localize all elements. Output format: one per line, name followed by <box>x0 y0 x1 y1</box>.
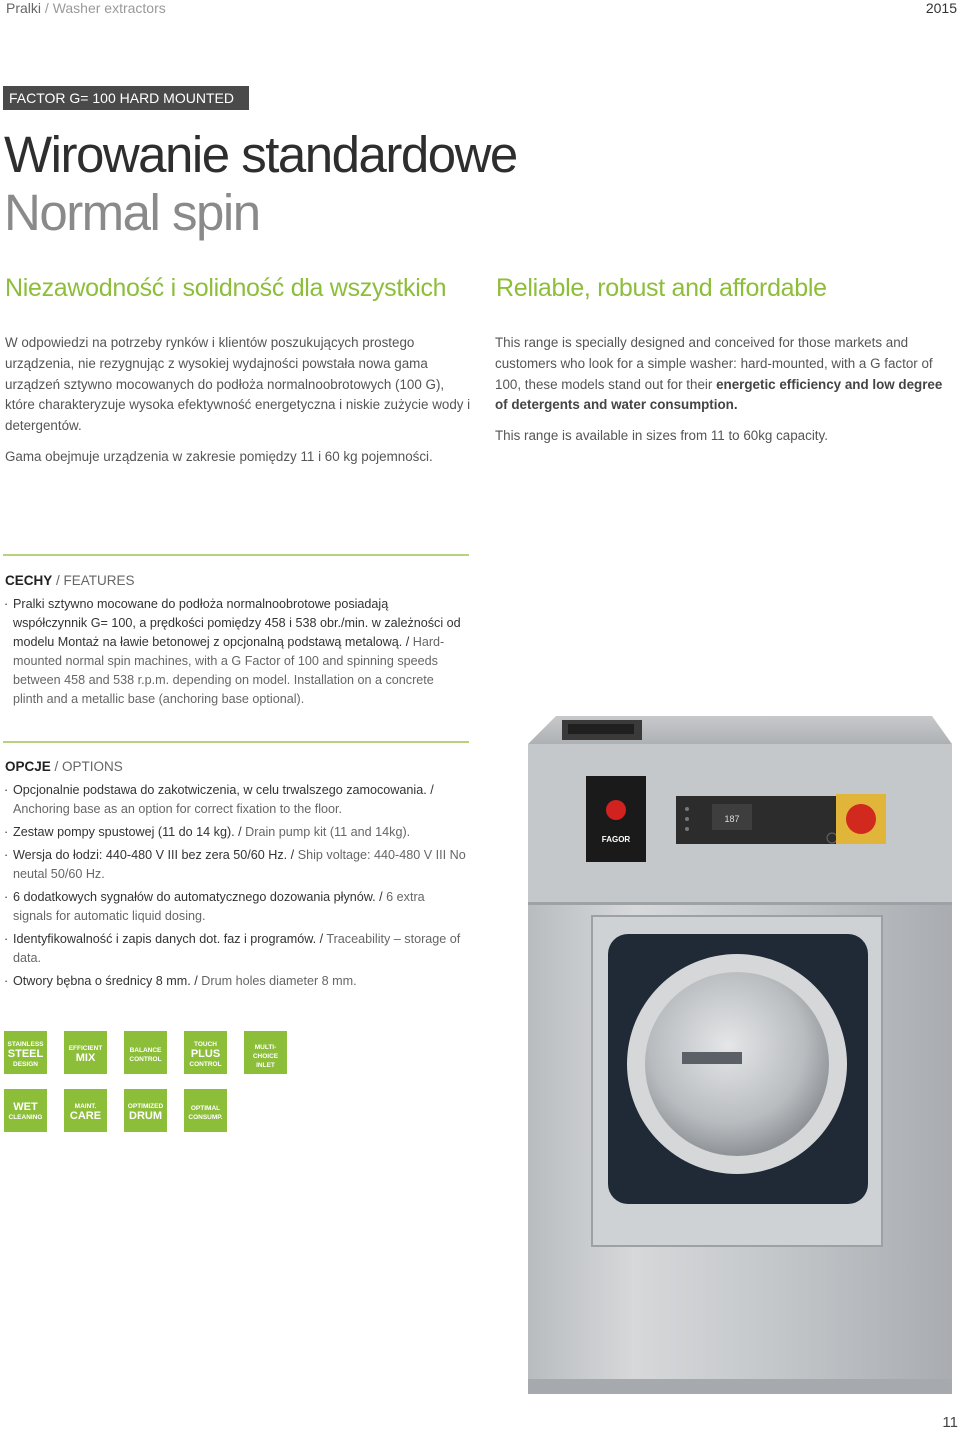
badge-label: MULTI- <box>254 1044 277 1051</box>
emergency-stop-button <box>846 804 876 834</box>
options-title-en: OPTIONS <box>62 759 123 774</box>
page-number: 11 <box>942 1414 958 1431</box>
badge-label: PLUS <box>190 1048 221 1060</box>
machine-base <box>528 1379 952 1394</box>
badge-label: BALANCE <box>129 1047 162 1054</box>
features-title <box>5 573 135 588</box>
badge-label: CLEANING <box>8 1114 43 1121</box>
section-divider <box>3 554 469 556</box>
display-readout: 187 <box>724 814 740 824</box>
badge-label: WET <box>13 1101 38 1113</box>
indicator-icon <box>685 817 689 821</box>
section-divider <box>3 741 469 743</box>
intro-paragraph: W odpowiedzi na potrzeby rynków i klientów poszukujących prostego urządzenia, nie rezygnując z wysokiej wydajności powstała nowa gama urządzeń sztywno mocowanych do podłoża normalnoobrotowych (100 G), które charakteryzuje wysoka efektywność energetyczna i niskie zużycie wody i detergentów. <box>5 335 471 434</box>
breadcrumb-subsection: Washer extractors <box>52 0 166 16</box>
badge-label: MIX <box>75 1052 96 1064</box>
optimized-drum-badge <box>124 1089 167 1132</box>
badge-label: CONTROL <box>189 1061 222 1068</box>
category-tag: FACTOR G= 100 HARD MOUNTED <box>3 86 249 110</box>
badge-label: TOUCH <box>194 1041 217 1048</box>
intro-text: This range is specially designed and conceived for those markets and customers who look for a simple washer: hard-mounted, with a G factor of 100, these models stand out for their <box>495 335 933 392</box>
wet-cleaning-badge <box>4 1089 47 1132</box>
list-item <box>4 595 464 709</box>
badge-label: CHOICE INLET <box>252 1053 279 1069</box>
badge-label: STAINLESS <box>7 1041 44 1048</box>
badge-label: CARE <box>69 1110 102 1122</box>
list-item <box>4 846 466 884</box>
options-title <box>5 759 123 774</box>
intro-paragraph: Gama obejmuje urządzenia w zakresie pomiędzy 11 i 60 kg pojemności. <box>5 448 433 464</box>
options-title-pl: OPCJE <box>5 759 51 774</box>
badge-label: MAINT. <box>74 1103 97 1110</box>
list-item-en: 6 extra signals for automatic liquid dosing. <box>13 890 425 923</box>
badge-label: OPTIMAL <box>190 1105 221 1112</box>
header-year: 2015 <box>925 0 957 16</box>
indicator-icon <box>685 807 689 811</box>
list-item-pl: Zestaw pompy spustowej (11 do 14 kg). / <box>13 825 246 839</box>
balance-control-badge <box>124 1031 167 1074</box>
door-handle <box>682 1052 742 1064</box>
list-item-en: Drum holes diameter 8 mm. <box>201 974 357 988</box>
options-title-separator: / <box>50 759 63 774</box>
list-item <box>4 930 466 968</box>
options-list <box>4 781 466 995</box>
washer-extractor-image <box>522 714 960 1400</box>
list-item-en: Drain pump kit (11 and 14kg). <box>245 825 411 839</box>
intro-text-en <box>495 333 957 447</box>
efficient-mix-badge <box>64 1031 107 1074</box>
badge-label: EFFICIENT <box>68 1045 103 1052</box>
intro-text-pl <box>5 333 475 468</box>
intro-heading-en: Reliable, robust and affordable <box>496 274 827 302</box>
brand-logo-icon <box>606 800 626 820</box>
intro-paragraph <box>495 333 957 416</box>
list-item-pl: Otwory bębna o średnicy 8 mm. / <box>13 974 202 988</box>
features-title-pl: CECHY <box>5 573 53 588</box>
badge-label: CONTROL <box>129 1056 162 1063</box>
list-item-pl: Wersja do łodzi: 440-480 V III bez zera 50/60 Hz. / <box>13 848 298 862</box>
stainless-steel-design-badge <box>4 1031 47 1074</box>
list-item-en: Ship voltage: 440-480 V III No neutal 50/60 Hz. <box>13 848 466 881</box>
badge-label: DRUM <box>129 1110 162 1122</box>
maint-care-badge <box>64 1089 107 1132</box>
list-item <box>4 781 466 819</box>
page-title-en: Normal spin <box>4 184 260 241</box>
list-item-en: Anchoring base as an option for correct fixation to the floor. <box>13 802 343 816</box>
list-item-pl: Pralki sztywno mocowane do podłoża normalnoobrotowe posiadają współczynnik G= 100, a prędkości pomiędzy 458 i 538 obr./min. w zależności od modelu Montaż na ławie betonowej z opcjonalną podstawą metalową. / <box>13 597 461 649</box>
breadcrumb-separator: / <box>41 0 53 16</box>
features-list <box>4 595 464 713</box>
badge-label: OPTIMIZED <box>127 1103 164 1110</box>
badge-label: STEEL <box>7 1048 44 1060</box>
intro-heading-pl: Niezawodność i solidność dla wszystkich <box>5 274 447 302</box>
multi-choice-inlet-badge <box>244 1031 287 1074</box>
brand-logo-text: FAGOR <box>601 835 631 844</box>
list-item <box>4 888 466 926</box>
list-item <box>4 972 466 991</box>
page-title-pl: Wirowanie standardowe <box>4 126 517 183</box>
breadcrumb-section: Pralki <box>6 0 42 16</box>
indicator-icon <box>685 827 689 831</box>
badge-label: DESIGN <box>13 1061 38 1068</box>
breadcrumb <box>6 0 166 16</box>
list-item-pl: Identyfikowalność i zapis danych dot. faz i programów. / <box>13 932 327 946</box>
list-item <box>4 823 466 842</box>
detergent-drawer-handle <box>568 724 634 734</box>
panel-divider <box>528 902 952 905</box>
intro-paragraph: This range is available in sizes from 11 to 60kg capacity. <box>495 428 828 444</box>
list-item-pl: Opcjonalnie podstawa do zakotwiczenia, w celu trwalszego zamocowania. / <box>13 783 434 797</box>
list-item-en: Traceability – storage of data. <box>13 932 461 965</box>
optimal-consump-badge <box>184 1089 227 1132</box>
list-item-pl: 6 dodatkowych sygnałów do automatycznego dozowania płynów. / <box>13 890 387 904</box>
features-title-separator: / <box>52 573 64 588</box>
display-panel <box>676 796 836 844</box>
list-item-en: Hard-mounted normal spin machines, with a G Factor of 100 and spinning speeds between 458 and 538 r.p.m. depending on model. Installation on a concrete plinth and a metallic base (anchoring base optional). <box>13 635 445 706</box>
intro-text-bold: energetic efficiency and low degree of detergents and water consumption. <box>495 376 943 413</box>
features-title-en: FEATURES <box>63 573 135 588</box>
badge-label: CONSUMP. <box>188 1114 223 1121</box>
touch-plus-control-badge <box>184 1031 227 1074</box>
